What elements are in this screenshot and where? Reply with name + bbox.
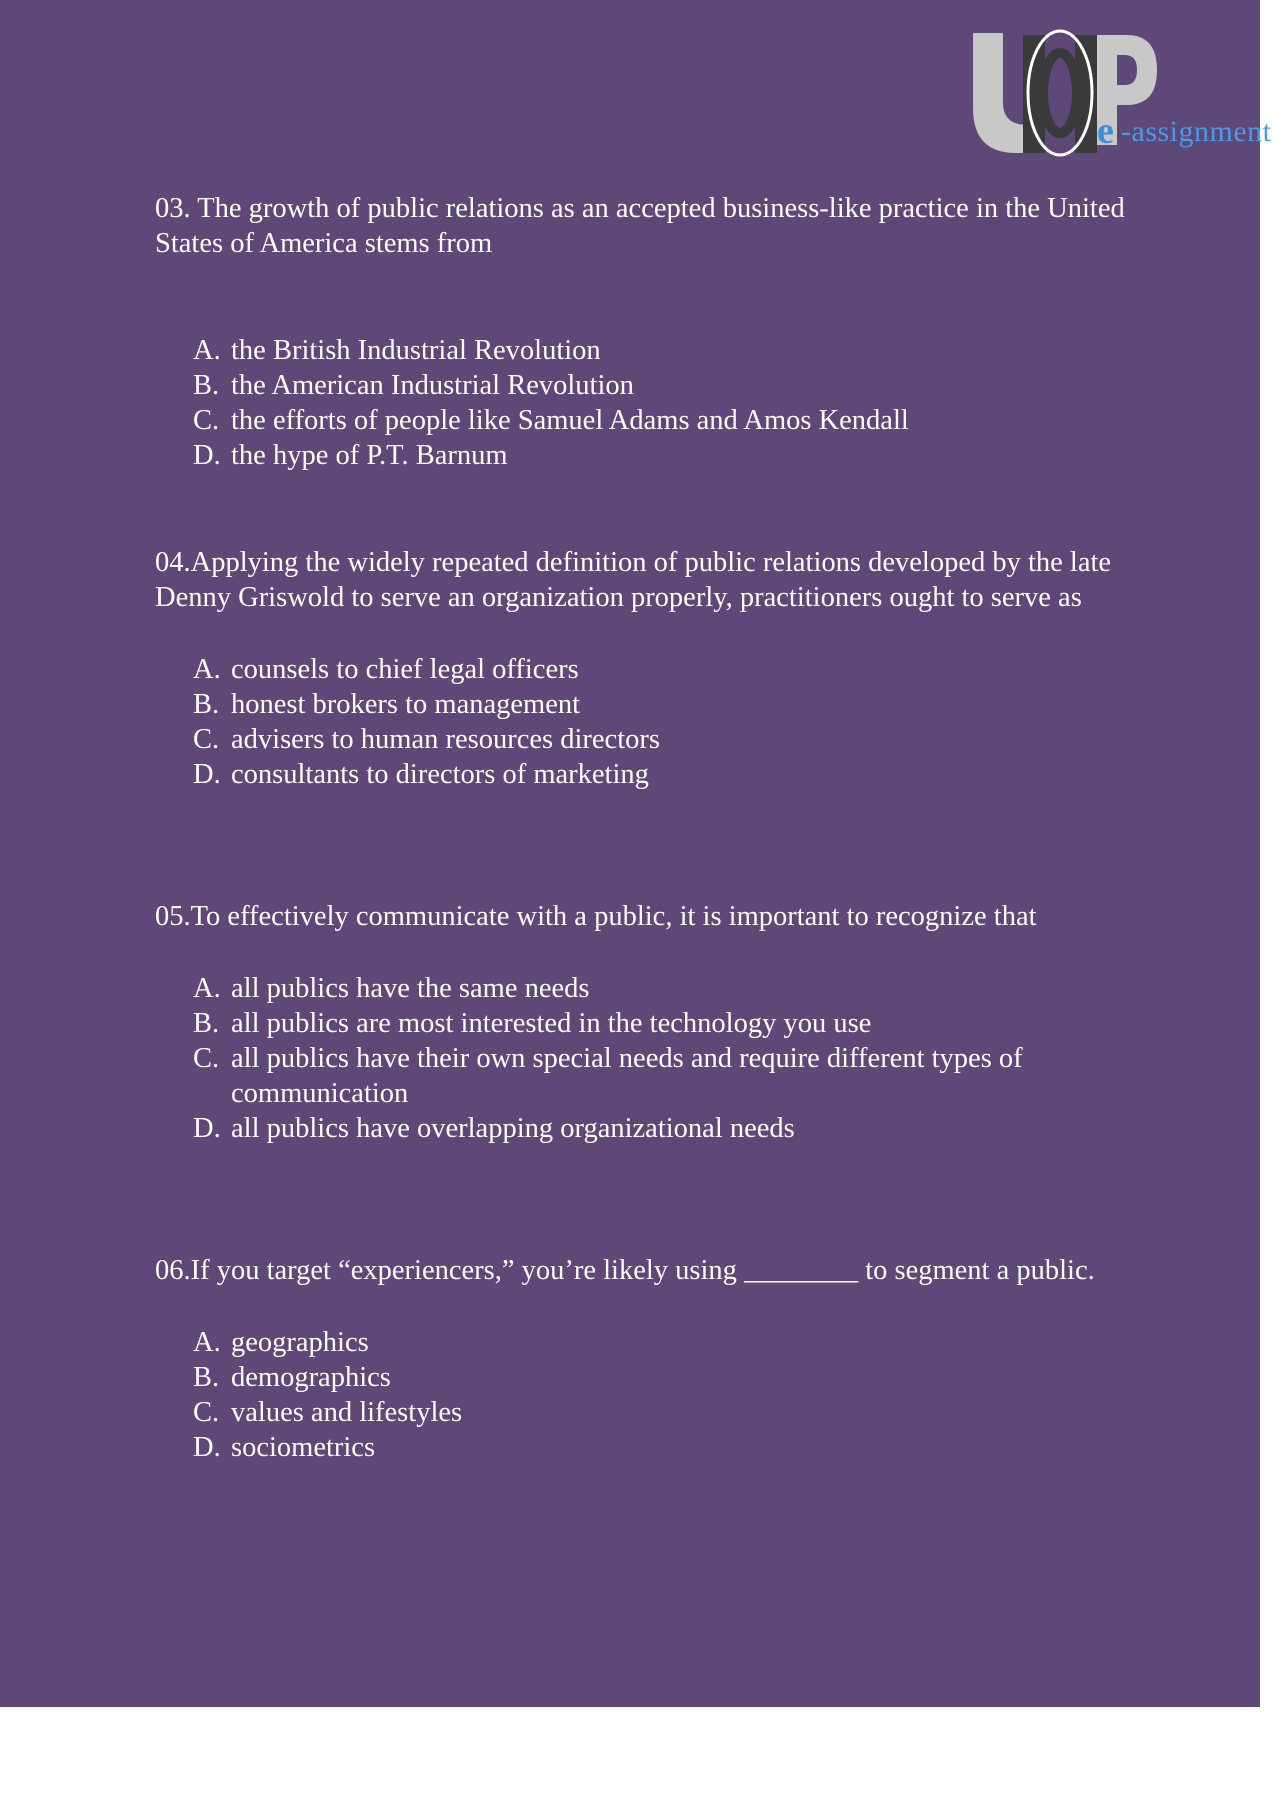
option-letter: D. xyxy=(193,759,221,790)
option-letter: A. xyxy=(193,335,221,366)
options-list xyxy=(155,1325,1145,1465)
option-text: geographics xyxy=(231,1327,369,1358)
option-letter: A. xyxy=(193,973,221,1004)
option-b[interactable] xyxy=(155,368,1145,403)
question-06 xyxy=(155,1253,1145,1465)
option-text: all publics are most interested in the technology you use xyxy=(231,1008,872,1039)
option-d[interactable] xyxy=(155,757,1145,792)
option-letter: D. xyxy=(193,1432,221,1463)
option-letter: B. xyxy=(193,370,220,401)
option-letter: A. xyxy=(193,654,221,685)
option-b[interactable] xyxy=(155,1006,1145,1041)
option-c[interactable] xyxy=(155,1041,1145,1111)
option-text: counsels to chief legal officers xyxy=(231,654,579,685)
question-stem: 05.To effectively communicate with a public, it is important to recognize that xyxy=(155,901,1037,932)
option-b[interactable] xyxy=(155,687,1145,722)
option-letter: B. xyxy=(193,1362,220,1393)
options-list xyxy=(155,652,1145,792)
option-text: demographics xyxy=(231,1362,391,1393)
option-d[interactable] xyxy=(155,438,1145,473)
option-text: values and lifestyles xyxy=(231,1397,463,1428)
question-stem: 03. The growth of public relations as an accepted business-like practice in the United States of America stems from xyxy=(155,193,1125,259)
answer-blank: ________ xyxy=(744,1255,859,1286)
option-letter: D. xyxy=(193,1113,221,1144)
options-list xyxy=(155,971,1145,1146)
option-a[interactable] xyxy=(155,333,1145,368)
option-text: the hype of P.T. Barnum xyxy=(231,440,508,471)
option-a[interactable] xyxy=(155,971,1145,1006)
option-text: all publics have their own special needs and require different types of communication xyxy=(231,1043,1023,1109)
option-text: all publics have the same needs xyxy=(231,973,590,1004)
option-text: all publics have overlapping organizational needs xyxy=(231,1113,795,1144)
option-text: the British Industrial Revolution xyxy=(231,335,601,366)
option-text: consultants to directors of marketing xyxy=(231,759,649,790)
option-text: the efforts of people like Samuel Adams and Amos Kendall xyxy=(231,405,909,436)
option-text: honest brokers to management xyxy=(231,689,581,720)
stem-before: 06.If you target “experiencers,” you’re likely using xyxy=(155,1255,737,1286)
option-c[interactable] xyxy=(155,722,1145,757)
option-letter: C. xyxy=(193,1397,220,1428)
question-04 xyxy=(155,545,1145,792)
option-c[interactable] xyxy=(155,1395,1145,1430)
option-letter: C. xyxy=(193,1043,220,1074)
option-letter: D. xyxy=(193,440,221,471)
option-d[interactable] xyxy=(155,1430,1145,1465)
option-letter: C. xyxy=(193,405,220,436)
uop-e-assignment-logo xyxy=(965,25,1273,165)
stem-after: to segment a public. xyxy=(865,1255,1095,1286)
option-letter: C. xyxy=(193,724,220,755)
option-c[interactable] xyxy=(155,403,1145,438)
option-letter: B. xyxy=(193,689,220,720)
question-03 xyxy=(155,191,1145,473)
svg-text:-assignment: -assignment xyxy=(1121,115,1271,148)
option-letter: A. xyxy=(193,1327,221,1358)
question-05 xyxy=(155,899,1145,1146)
option-d[interactable] xyxy=(155,1111,1145,1146)
option-a[interactable] xyxy=(155,652,1145,687)
option-text: the American Industrial Revolution xyxy=(231,370,634,401)
option-a[interactable] xyxy=(155,1325,1145,1360)
question-stem xyxy=(155,1253,1145,1288)
option-letter: B. xyxy=(193,1008,220,1039)
options-list xyxy=(155,333,1145,473)
svg-text:e: e xyxy=(1097,110,1114,152)
option-text: advisers to human resources directors xyxy=(231,724,660,755)
option-text: sociometrics xyxy=(231,1432,376,1463)
option-b[interactable] xyxy=(155,1360,1145,1395)
question-stem: 04.Applying the widely repeated definition of public relations developed by the late Denny Griswold to serve an organization properly, practitioners ought to serve as xyxy=(155,547,1112,613)
